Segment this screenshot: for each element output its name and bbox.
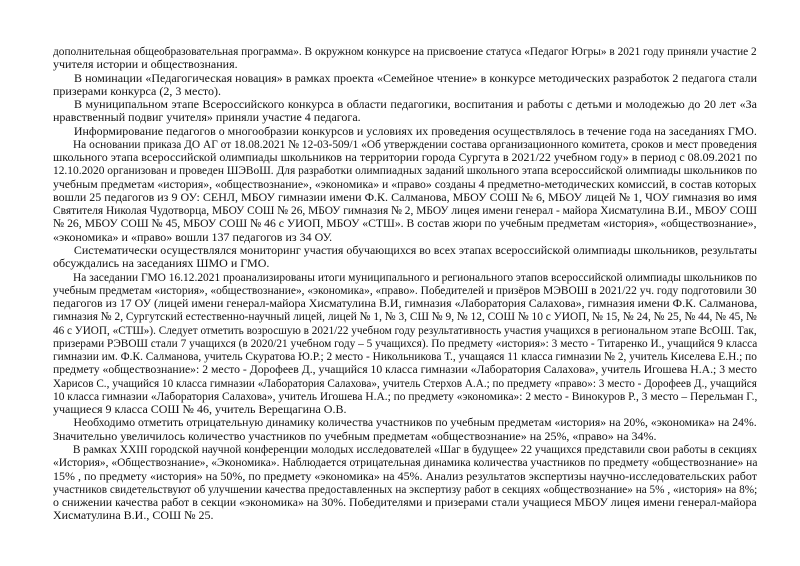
text-line: В рамках XXIII городской научной конференции молодых исследователей «Шаг в будущее» 22 учащихся представили свои работы в секциях bbox=[72, 441, 758, 456]
text-line: «История», «Обществознание», «Экономика». Наблюдается отрицательная динамика количества участников по предмету «обществознание» на bbox=[53, 455, 758, 470]
text-line: педагогов из 17 ОУ (лицей имени генерал-майора Хисматулина В.И, гимназия «Лаборатория Салахова», гимназия имени Ф.К. Салманова, bbox=[53, 296, 758, 311]
text-line: школьного этапа всероссийской олимпиады школьников на территории города Сургута в 2021/22 учебном году» в период с 08.09.2021 по bbox=[53, 150, 758, 165]
text-line: учащиеся 9 класса СОШ № 46, учитель Верещагина О.В. bbox=[53, 402, 347, 417]
text-line: Информирование педагогов о многообразии конкурсов и условиях их проведения осуществлялось в течение года на заседаниях ГМО. bbox=[73, 123, 757, 138]
text-line: нравственный подвиг учителя» приняли участие 4 педагога. bbox=[53, 110, 361, 125]
text-line: о снижении качества работ в секции «экономика» на 30%. Победителями и призерами стали учащиеся МБОУ лицея имени генерал-майора bbox=[53, 495, 757, 510]
text-line: На основании приказа ДО АГ от 18.08.2021 № 12-03-509/1 «Об утверждении состава организационного комитета, сроков и мест проведения bbox=[72, 136, 757, 151]
text-line: В муниципальном этапе Всероссийского конкурса в области педагогики, воспитания и работы с детьми и молодежью до 20 лет «За bbox=[74, 97, 757, 112]
text-line: «экономика» и «право» вошли 137 педагогов из 34 ОУ. bbox=[53, 229, 333, 244]
text-line: учебным предметам «история», «обществознание», «экономика» и «право» созданы 4 предметно-методических комиссий, в состав которых bbox=[53, 176, 757, 191]
text-line: Святителя Николая Чудотворца, МБОУ СОШ № 26, МБОУ гимназия № 2, МБОУ лицея имени генерал - майора Хисматулина В.И., МБОУ СОШ bbox=[53, 203, 758, 218]
paragraph bbox=[53, 125, 757, 138]
text-line: предмету «обществознание»: 2 место - Дорофеев Д., учащийся 10 класса гимназии «Лаборатория Салахова», учитель Игошева Н.А.; 3 место bbox=[53, 362, 757, 377]
text-line: гимназия № 2, Сургутский естественно-научный лицей, лицей № 1, № 3, СШ № 9, № 12, СОШ № 10 с УИОП, № 15, № 24, № 25, № 44, № 45, № bbox=[53, 309, 757, 324]
text-line: учителя истории и обществознания. bbox=[53, 57, 238, 72]
paragraph bbox=[53, 271, 757, 417]
text-line: Систематически осуществлялся мониторинг участия обучающихся во всех этапах всероссийской олимпиады школьников, результаты bbox=[73, 242, 758, 257]
paragraph bbox=[53, 138, 757, 244]
text-line: вошли 25 педагогов из 9 ОУ: СЕНЛ, МБОУ гимназии имени Ф.К. Салманова, МБОУ СОШ № 6, МБОУ лицей № 1, ЧОУ гимназия во имя bbox=[53, 189, 757, 204]
text-line: В номинации «Педагогическая новация» в рамках проекта «Семейное чтение» в конкурсе методических разработок 2 педагога стали bbox=[74, 70, 757, 85]
text-line: участников свидетельствуют об улучшении качества предоставленных на экспертизу работ в секциях «обществознание» на 5% , «история» на 8%; bbox=[53, 481, 758, 496]
text-line: 10 класса гимназии «Лаборатория Салахова», учитель Игошева Н.А.; по предмету «экономика»: 2 место - Винокуров Р., 3 место – Перельман Г., bbox=[53, 388, 758, 403]
paragraph bbox=[53, 244, 757, 271]
text-line: На заседании ГМО 16.12.2021 проанализированы итоги муниципального и регионального этапов всероссийской олимпиады школьников по bbox=[73, 269, 758, 284]
text-line: дополнительная общеобразовательная программа». В окружном конкурсе на присвоение статуса «Педагог Югры» в 2021 году приняли участие 2 bbox=[53, 44, 757, 58]
paragraph bbox=[53, 416, 757, 443]
text-line: призерами РЭВОШ стали 7 учащихся (в 2020/21 учебном году – 5 учащихся). По предмету «история»: 3 место - Титаренко И., учащийся 9 класса bbox=[53, 335, 758, 350]
text-line: Хисматулина В.И., СОШ № 25. bbox=[53, 508, 214, 523]
text-line: обсуждались на заседаниях ШМО и ГМО. bbox=[53, 256, 270, 271]
paragraph bbox=[53, 98, 757, 125]
text-line: Харисов С., учащийся 10 класса гимназии «Лаборатория Салахова», учитель Стерхов А.А.; по предмету «право»: 3 место - Дорофеев Д., учащийся bbox=[53, 375, 757, 390]
document-page bbox=[53, 45, 757, 523]
text-line: № 26, МБОУ СОШ № 45, МБОУ СОШ № 46 с УИОП, МБОУ «СТШ». В состав жюри по учебным предметам «история», «обществознание», bbox=[53, 216, 757, 231]
text-line: 15% , по предмету «история» на 50%, по предмету «экономика» на 45%. Анализ результатов экспертизы научно-исследовательских работ bbox=[53, 468, 757, 483]
text-line: 12.10.2020 организован и проведен ШЭВоШ. Для разработки олимпиадных заданий школьного этапа всероссийской олимпиады школьников по bbox=[53, 163, 758, 178]
text-line: учебным предметам «история», «обществознание», «экономика», «право». Победителей и призёров МЭВОШ в 2021/22 уч. году подготовили 30 bbox=[53, 282, 757, 297]
text-line: Необходимо отметить отрицательную динамику количества участников по учебным предметам «история» на 20%, «экономика» на 24%. bbox=[73, 415, 757, 430]
paragraph bbox=[53, 72, 757, 99]
paragraph bbox=[53, 45, 757, 72]
text-line: гимназии им. Ф.К. Салманова, учитель Скуратова Ю.Р.; 2 место - Никольникова Т., учащаяся 11 класса гимназии № 2, учитель Киселева Е.Н.; по bbox=[53, 349, 757, 364]
text-line: Значительно увеличилось количество участников по учебным предметам «обществознание» на 25%, «право» на 34%. bbox=[53, 428, 657, 443]
text-line: призерами конкурса (2, 3 место). bbox=[53, 83, 221, 98]
text-line: 46 с УИОП, «СТШ»). Следует отметить возросшую в 2021/22 учебном году результативность участия учащихся в региональном этапе ВсОШ. Так, bbox=[53, 322, 757, 337]
paragraph bbox=[53, 443, 757, 523]
